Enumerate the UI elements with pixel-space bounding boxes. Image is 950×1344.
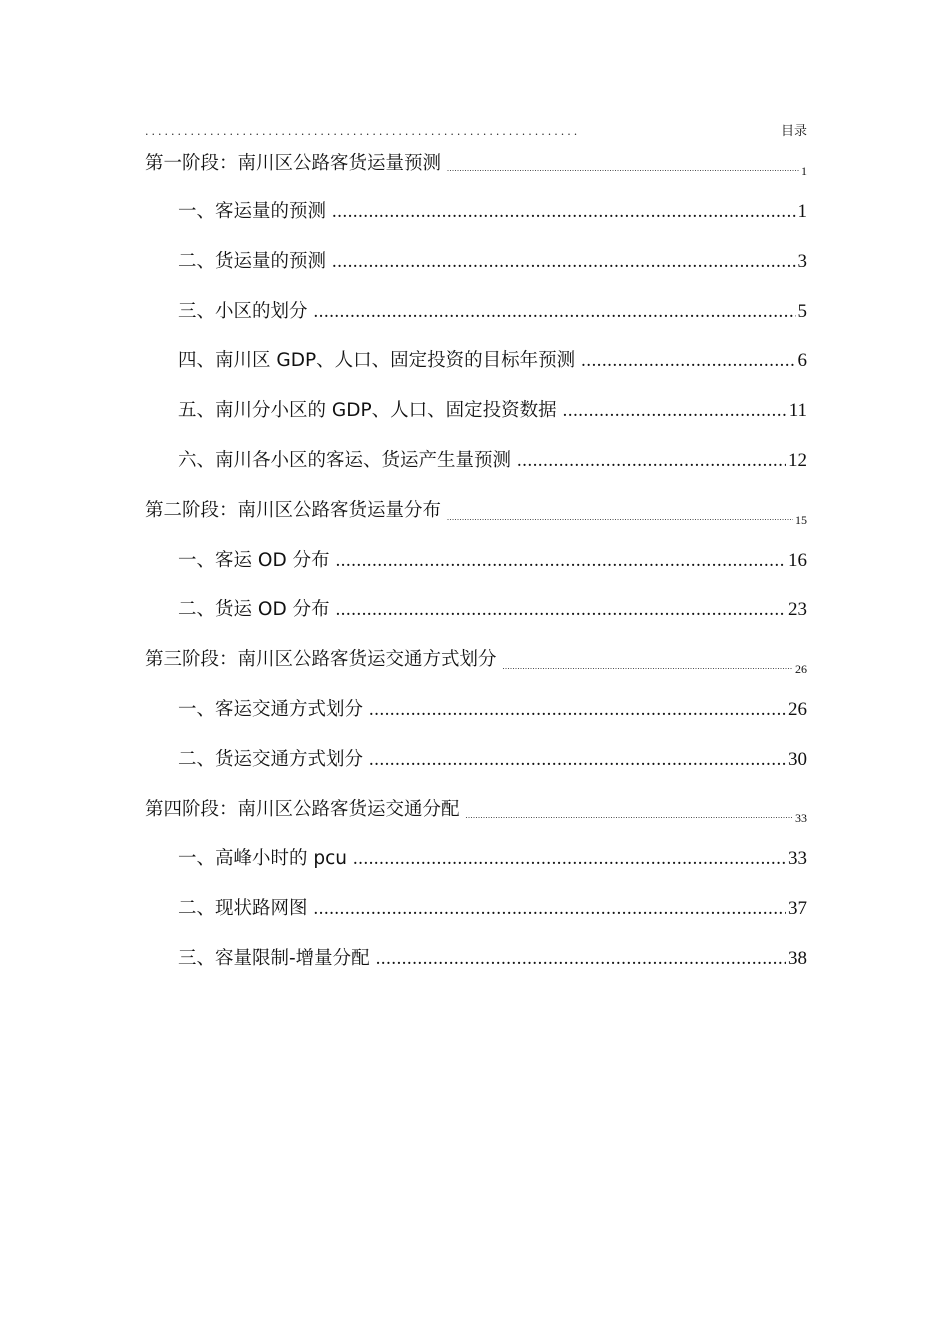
toc-entry-stage-2[interactable] bbox=[145, 486, 807, 536]
toc-entry[interactable] bbox=[145, 585, 807, 635]
toc-leader-dots bbox=[447, 514, 793, 522]
toc-entry-text: 第二阶段：南川区公路客货运量分布 bbox=[145, 499, 442, 521]
toc-entry[interactable] bbox=[145, 735, 807, 785]
toc-entry-text: 一、客运量的预测 bbox=[178, 201, 327, 222]
toc-entry-stage-4[interactable] bbox=[145, 785, 807, 835]
toc-page-number: 26 bbox=[788, 698, 807, 720]
toc-entry-text: 第一阶段：南川区公路客货运量预测 bbox=[145, 153, 442, 174]
toc-page-number: 12 bbox=[788, 449, 807, 471]
toc-entry[interactable] bbox=[145, 436, 807, 486]
toc-header-dots: ................................................................... bbox=[145, 125, 581, 138]
toc-page-number: 37 bbox=[788, 898, 807, 920]
toc-entry-text: 四、南川区 GDP、人口、固定投资的目标年预测 bbox=[178, 350, 576, 372]
toc-header bbox=[145, 116, 807, 140]
toc-entry-text: 一、高峰小时的 pcu bbox=[178, 848, 348, 870]
toc-page-number: 1 bbox=[801, 164, 807, 178]
toc-entry[interactable] bbox=[145, 386, 807, 436]
toc-leader-dots bbox=[369, 736, 786, 786]
toc-entry-text: 五、南川分小区的 GDP、人口、固定投资数据 bbox=[178, 400, 557, 422]
toc-entry-text: 第三阶段：南川区公路客货运交通方式划分 bbox=[145, 649, 497, 671]
toc-entry-text: 二、货运交通方式划分 bbox=[178, 748, 364, 770]
toc-title: 目录 bbox=[780, 124, 807, 139]
toc-entry[interactable] bbox=[145, 237, 807, 287]
toc-leader-dots bbox=[314, 288, 796, 338]
toc-entry[interactable] bbox=[145, 834, 807, 884]
toc-leader-dots bbox=[503, 663, 793, 671]
toc-page-number: 33 bbox=[795, 811, 807, 826]
toc-entry-text: 二、货运量的预测 bbox=[178, 250, 327, 272]
toc-page-number: 26 bbox=[795, 661, 807, 676]
toc-page-number: 11 bbox=[788, 400, 807, 422]
toc-entry-text: 六、南川各小区的客运、货运产生量预测 bbox=[178, 449, 512, 471]
toc-leader-dots bbox=[336, 537, 786, 587]
toc-leader-dots bbox=[447, 165, 799, 173]
toc-page-number: 6 bbox=[797, 350, 807, 372]
toc-leader-dots bbox=[517, 437, 786, 487]
toc-entry-text: 一、客运交通方式划分 bbox=[178, 698, 364, 720]
toc-page-number: 1 bbox=[797, 201, 807, 222]
toc-leader-dots bbox=[563, 387, 787, 437]
table-of-contents bbox=[145, 116, 807, 984]
toc-entry[interactable] bbox=[145, 336, 807, 386]
toc-leader-dots bbox=[332, 188, 795, 238]
toc-entry[interactable] bbox=[145, 187, 807, 237]
toc-page-number: 3 bbox=[797, 250, 807, 272]
toc-entry-text: 第四阶段：南川区公路客货运交通分配 bbox=[145, 798, 460, 820]
toc-entry[interactable] bbox=[145, 934, 807, 984]
toc-page-number: 16 bbox=[788, 549, 807, 571]
toc-leader-dots bbox=[336, 586, 786, 636]
toc-page-number: 30 bbox=[788, 748, 807, 770]
toc-leader-dots bbox=[314, 885, 786, 935]
toc-entry-text: 三、容量限制-增量分配 bbox=[178, 947, 370, 969]
toc-leader-dots bbox=[581, 337, 795, 387]
toc-leader-dots bbox=[332, 238, 795, 288]
toc-entry-text: 一、客运 OD 分布 bbox=[178, 549, 330, 571]
toc-page-number: 33 bbox=[788, 848, 807, 870]
toc-leader-dots bbox=[376, 935, 786, 985]
toc-entry-text: 三、小区的划分 bbox=[178, 300, 308, 322]
toc-entry[interactable] bbox=[145, 287, 807, 337]
toc-page-number: 15 bbox=[795, 512, 807, 527]
toc-entry[interactable] bbox=[145, 685, 807, 735]
toc-page-number: 5 bbox=[797, 300, 807, 322]
toc-entry-stage-1[interactable] bbox=[145, 140, 807, 187]
toc-entry[interactable] bbox=[145, 536, 807, 586]
toc-leader-dots bbox=[369, 686, 786, 736]
toc-entry[interactable] bbox=[145, 884, 807, 934]
toc-entry-text: 二、现状路网图 bbox=[178, 898, 308, 920]
toc-page-number: 23 bbox=[788, 599, 807, 621]
toc-leader-dots bbox=[353, 835, 786, 885]
toc-page-number: 38 bbox=[788, 947, 807, 969]
toc-entry-text: 二、货运 OD 分布 bbox=[178, 599, 330, 621]
toc-leader-dots bbox=[466, 812, 793, 820]
toc-entry-stage-3[interactable] bbox=[145, 635, 807, 685]
